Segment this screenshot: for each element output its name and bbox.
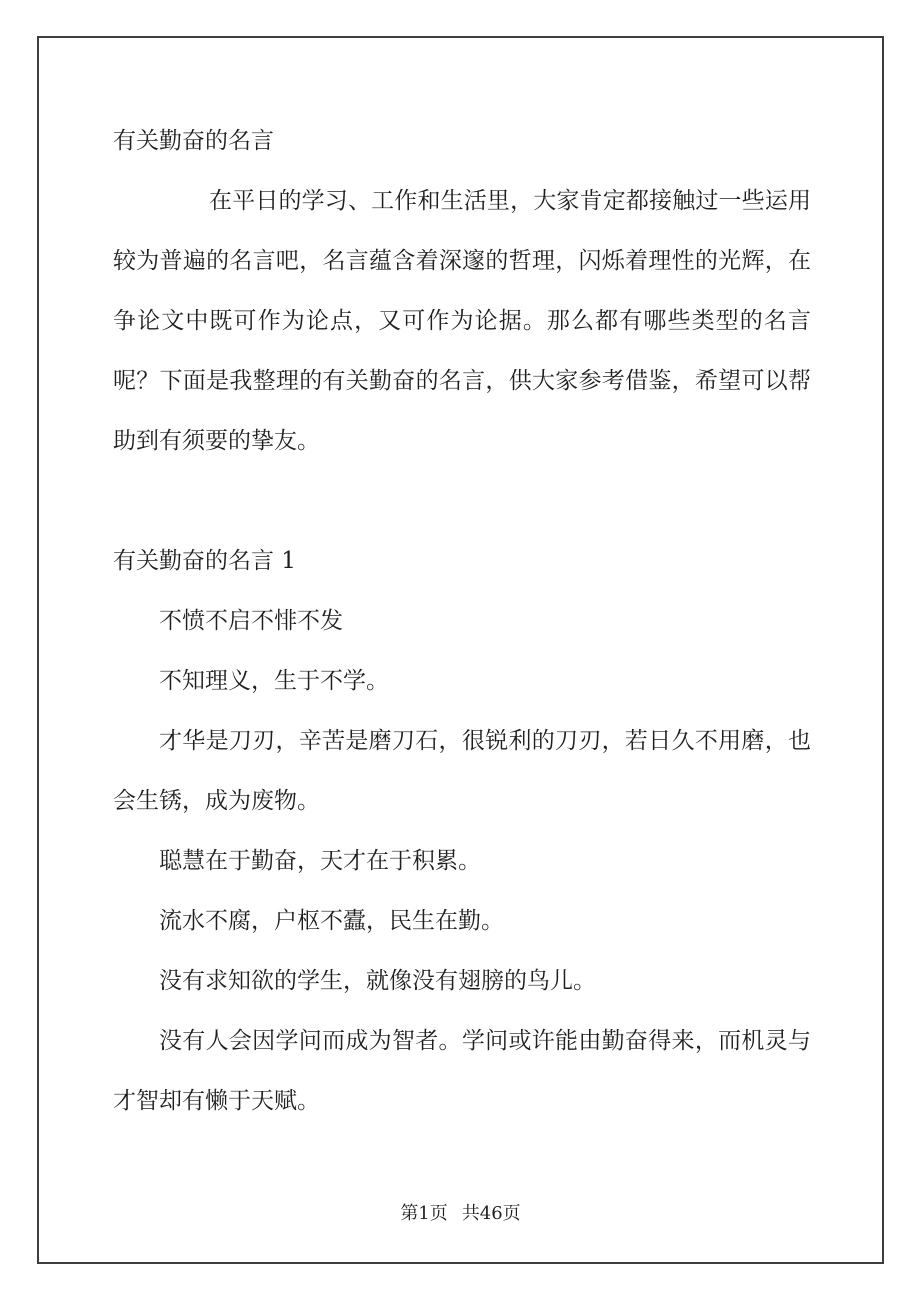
quote-line: 不愤不启不悱不发 xyxy=(159,608,343,634)
quote-line: 没有人会因学问而成为智者。学问或许能由勤奋得来，而机灵与才智却有懒于天赋。 xyxy=(113,1028,811,1114)
document-body xyxy=(39,38,882,1131)
quote-line: 流水不腐，户枢不蠹，民生在勤。 xyxy=(159,908,504,934)
section-heading: 有关勤奋的名言 1 xyxy=(113,548,296,574)
intro-paragraph: 在平日的学习、工作和生活里，大家肯定都接触过一些运用较为普遍的名言吧，名言蕴含着深邃的哲理，闪烁着理性的光辉，在争论文中既可作为论点，又可作为论据。那么都有哪些类型的名言呢？下面是我整理的有关勤奋的名言，供大家参考借鉴，希望可以帮助到有须要的挚友。 xyxy=(113,188,811,454)
quote-line: 才华是刀刃，辛苦是磨刀石，很锐利的刀刃，若日久不用磨，也会生锈，成为废物。 xyxy=(113,728,811,814)
document-title: 有关勤奋的名言 xyxy=(113,128,274,154)
paragraph-spacer xyxy=(113,471,811,531)
page-number-current: 第1页 xyxy=(400,1203,448,1224)
quote-line: 聪慧在于勤奋，天才在于积累。 xyxy=(159,848,481,874)
page-footer xyxy=(39,1202,882,1226)
quote-line: 没有求知欲的学生，就像没有翅膀的鸟儿。 xyxy=(159,968,596,994)
document-page xyxy=(37,36,884,1264)
quote-line: 不知理义，生于不学。 xyxy=(159,668,389,694)
page-number-total: 共46页 xyxy=(461,1203,521,1224)
